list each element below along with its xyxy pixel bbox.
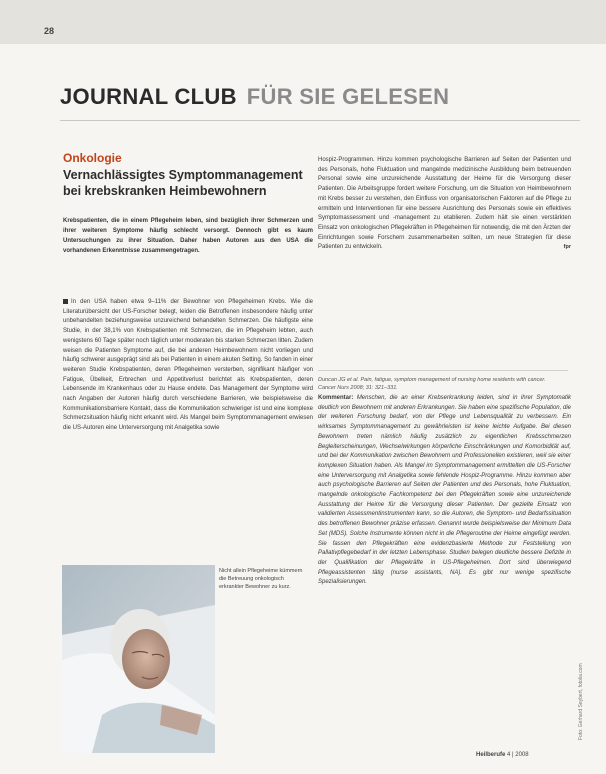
- photo-caption: Nicht allein Pflegeheime kümmern die Betreuung onkologisch erkrankter Bewohner zu kurz.: [219, 568, 303, 590]
- section-divider: [60, 120, 580, 121]
- article-body-col1-text: In den USA haben etwa 9–11% der Bewohner von Pflegeheimen Krebs. Wie die Literaturübersicht der US-Forscher belegt, leiden die Betroffenen insbesondere häufig unter unbehandelten beziehungsweise unzureichend behandelten Schmerzen. Die häufigste eine Studie, in der 38,1% von Krebspatienten mit Schmerzen, die im Pflegeheim lebten, auch wenigstens 60 Tage später noch täglich unter moderaten bis starken Schmerzen litten. Zudem weisen die Patienten Symptome auf, die bei anderen Heimbewohnern nicht vorliegen und häufig schwerer ausgeprägt sind als bei Patienten in einem akuten Setting. So fanden in einer weiteren Studie Krebspatienten, deren Pflegeheimen versterben, signifikant häufiger von Fatigue, Übelkeit, Erbrechen und Appetitverlust berichtet als Krebspatienten, deren Lebensende im Krankenhaus oder zu Hause endete. Das Management der Symptome wird nach Angaben der Autoren häufig durch verschiedene Barrieren, wie beispielsweise die Kommunikationsbarriere Kontakt, dass die Kommunikation schwieriger ist und eine komplexe Schmerzsituation häufig nicht erkannt wird. Als Mangel beim Symptommanagement erwiesen die US-Autoren eine Unterversorgung mit Analgetika sowie: [63, 299, 313, 432]
- page-footer: [476, 752, 529, 758]
- header-bar: [0, 0, 606, 44]
- article-body-col1: [63, 298, 313, 434]
- photo-credit: Foto: Gerhard Seybert, fotolia.com: [578, 663, 584, 740]
- paragraph-marker-icon: [63, 299, 68, 304]
- article-photo: [62, 565, 215, 753]
- article-headline: Vernachlässigtes Symptommanagement bei krebskranken Heimbewohnern: [63, 168, 303, 198]
- article-body-col2-text: Hospiz-Programmen. Hinzu kommen psychologische Barrieren auf Seiten der Patienten und des Personals, hohe Fluktuation und mangelnde medizinische Ausbildung beim betreuenden Personal sowie eine unzureichende Ausstattung der Heime für die Versorgung dieser Patienten. Die Arbeitsgruppe fordert weitere Forschung, um die Situation von Heimbewohnern mit Krebs besser zu verstehen, den Einfluss von organisatorischen Faktoren auf die Pflege zu ermitteln und Interventionen für eine bessere Ausrichtung des Personals sowie ein effektives Symptomassessment und -management zu etablieren. Zudem hält sie einen verstärkten Einsatz von onkologischen Pflegekräften in Pflegeheimen für notwendig, die mit den Ärzten der Einrichtungen sowie Forschern zusammenarbeiten sollten, um neue Strategien für diese Patienten zu entwickeln.: [318, 157, 571, 251]
- article-comment: [318, 394, 571, 588]
- section-title-main: JOURNAL CLUB: [60, 84, 237, 109]
- author-tag: fpr: [563, 244, 571, 251]
- page-number: 28: [44, 26, 55, 36]
- elderly-patient-photo: [62, 565, 215, 753]
- comment-text: Menschen, die an einer Krebserkrankung leiden, sind in ihrer Symptomatik deutlich von Bewohnern mit anderen Erkrankungen. Sie haben eine spezifische Population, die der weiteren Forschung bedarf, von der Pflege und Lebensqualität zu verbessern. Ein wirksames Symptommanagement zu gewährleisten ist keine leichte Aufgabe. Bei diesen Bewohnern treten nämlich häufig zusätzlich zu eigentlichen Krebsschmerzen Begleiterscheinungen, Wechselwirkungen körperliche Einschränkungen und Komorbidität auf, und bei der Kommunikation zwischen Bewohnern und Professionellen existieren, weil sie einer komplexen Situation haben. Als Mangel im Symptommanagement ermittelten die US-Forscher eine Unterversorgung mit Analgetika sowie fehlende Hospiz-Programme. Hinzu kommen aber auch psychologische Barrieren auf Seiten der Patienten und des Personals, hohe Fluktuation, mangelnde onkologische Fachkompetenz bei den Pflegekräften sowie eine unzureichende Ausstattung der Heime für die Versorgung dieser Patienten. Der gezielte Einsatz von validierten Assessmentinstrumenten kann, so die Autoren, die Symptom- und Bedarfssituation des betroffenen Bewohner präzise erfassen. Genannt wurde beispielsweise der Minimum Data Set (MDS). Solche Instrumente können nicht in die Pflegeroutine der Heime eingefügt werden. Sie fassen den Pflegekräften eine evidenzbasierte Methode zur Feststellung von Pallativpflegebedarf in der letzten Lebensphase. Studien belegen deutliche bessere Defizite in der Qualifikation der Pflegekräfte in US-Pflegeheimen. Dort sind überwiegend Pflegeassistenten tätig (nurse assistants, NA). Es gibt nur wenige spezifische Spezialisierungen.: [318, 395, 572, 586]
- section-title-sub: FÜR SIE GELESEN: [246, 84, 450, 109]
- article-category: Onkologie: [63, 151, 122, 165]
- article-lead: Krebspatienten, die in einem Pflegeheim leben, sind bezüglich ihrer Schmerzen und ihrer weiteren Symptome häufig schlecht versorgt. Dennoch gibt es kaum Untersuchungen zu ihrer Situation. Daher haben Autoren aus den USA die vorhandenen Erkenntnisse zusammengetragen.: [63, 218, 313, 254]
- reference-divider: [318, 370, 568, 371]
- article-reference: Duncan JG et al. Pain, fatigue, symptom management of nursing home residents with cancer. Cancer Nurs 2008; 31: 321–331.: [318, 377, 546, 391]
- article-body-col2: [318, 156, 571, 253]
- journal-issue: 4 | 2008: [507, 752, 529, 758]
- comment-label: Kommentar:: [318, 395, 354, 401]
- section-title: [60, 84, 449, 110]
- journal-name: Heilberufe: [476, 752, 506, 758]
